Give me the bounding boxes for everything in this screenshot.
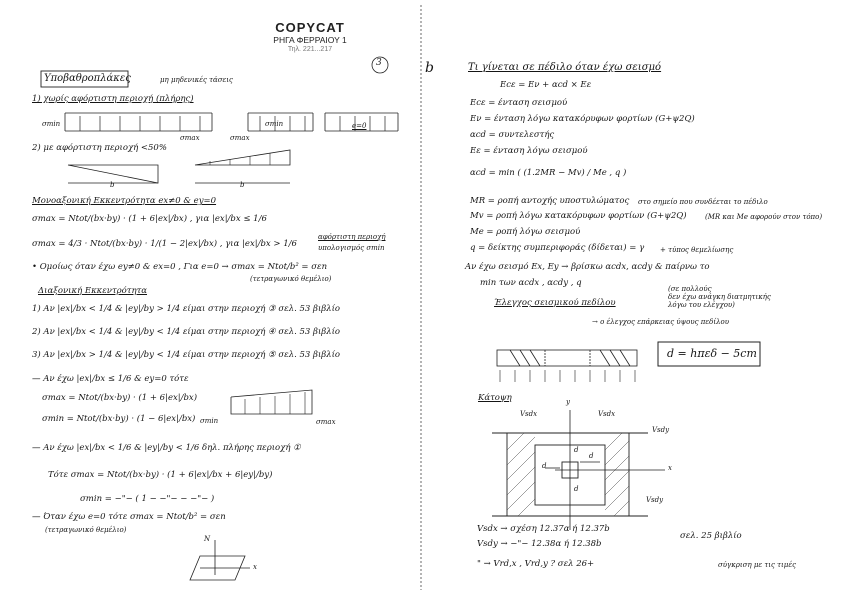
acd-formula: αcd = min ( (1.2MR − Mv) / Me , q ) xyxy=(470,168,627,178)
def2: Εν = ένταση λόγω κατακόρυφων φορτίων (G+ψ2Q) xyxy=(470,114,695,124)
foundation-section-sketch xyxy=(497,350,637,366)
right-title: Τι γίνεται σε πέδιλο όταν έχω σεισμό xyxy=(468,62,662,73)
an-line: Αν έχω σεισμό Ex, Ey → βρίσκω αcdx, αcdy & παίρνω το xyxy=(465,262,710,272)
smin-line: σmin = Ntot/(bx·by) · (1 − 6|ex|/bx) xyxy=(42,414,196,424)
header-phone: Τηλ. 221...217 xyxy=(287,46,333,53)
section-arrows xyxy=(500,370,635,382)
mono-heading: Μονοαξονική Εκκεντρότητα ex≠0 & ey=0 xyxy=(32,196,217,206)
left-title-note: μη μηδενικές τάσεις xyxy=(160,76,233,84)
smax-line: σmax = Ntot/(bx·by) · (1 + 6|ex|/bx) xyxy=(42,393,198,403)
pressure-arrows-full xyxy=(80,116,385,131)
b-label-2: b xyxy=(240,181,245,189)
vsdy-right-label: Vsdy xyxy=(652,426,670,434)
ypologismos-note: υπολογισμός σmin xyxy=(318,244,385,252)
header-subtitle: ΡΗΓΑ ΦΕΡΡΑΙΟΥ 1 xyxy=(273,35,347,45)
vsdy-right-label-2: Vsdy xyxy=(646,496,664,504)
min-line: min των αcdx , αcdy , q xyxy=(480,278,582,288)
pressure-diagram-partial xyxy=(68,150,290,183)
axis-x-label: x xyxy=(253,563,257,571)
vsdx-line: Vsdx → σχέση 12.37α ή 12.37b xyxy=(477,524,610,534)
b-label-1: b xyxy=(110,181,115,189)
an-exo-line: — Αν έχω |ex|/bx ≤ 1/6 & ey=0 τότε xyxy=(32,374,189,384)
plan-d-label-4: d xyxy=(574,485,579,493)
header-brand: COPYCAT xyxy=(275,20,345,35)
q-note: + τύπος θεμελίωσης xyxy=(660,246,734,254)
plan-d-label-1: d xyxy=(542,462,547,470)
smin-label-1: σmin xyxy=(42,120,61,128)
elegxos-note-1: (σε πολλούς xyxy=(668,285,712,293)
left-item1: 1) χωρίς αφόρτιστη περιοχή (πλήρης) xyxy=(32,94,194,104)
smax-label-2: σmax xyxy=(230,134,250,142)
right-side-marker: b xyxy=(425,60,434,76)
elegxos-heading: Έλεγχος σεισμικού πεδίλου xyxy=(494,298,616,308)
def1: Εcε = ένταση σεισμού xyxy=(470,98,568,108)
smax-diag-label: σmax xyxy=(316,418,336,426)
footing-axis-sketch xyxy=(190,540,250,580)
def3: αcd = συντελεστής xyxy=(470,130,555,140)
smax-label-1: σmax xyxy=(180,134,200,142)
case-3: 3) Αν |ex|/bx > 1/4 & |ey|/by < 1/4 είμαι στην περιοχή ⑤ σελ. 53 βιβλίο xyxy=(32,350,341,360)
pressure-diagram-full xyxy=(65,113,398,131)
otan-line: — Όταν έχω e=0 τότε σmax = Ntot/b² = σεn xyxy=(32,512,226,522)
plan-d-label-2: d xyxy=(589,452,594,460)
left-item2: 2) με αφόρτιστη περιοχή <50% xyxy=(32,143,167,153)
smax2-formula: σmax = 4/3 · Ntot/(bx·by) · 1/(1 − 2|ex|/bx) , για |ex|/bx > 1/6 xyxy=(32,239,297,249)
afortisti-note: αφόρτιστη περιοχή xyxy=(318,233,386,241)
plan-axis-x: x xyxy=(668,464,672,472)
vsdx-top-label: Vsdx xyxy=(520,410,538,418)
tetragoniko2-note: (τετραγωνικό θεμέλιο) xyxy=(45,526,127,534)
smin-label-2: σmin xyxy=(265,120,284,128)
plan-hatching xyxy=(507,433,629,516)
axis-N-label: N xyxy=(204,535,211,543)
katopsi-label: Κάτοψη xyxy=(478,393,512,403)
e0-label: e=0 xyxy=(352,122,367,130)
mr-def: MR = ροπή αντοχής υποστυλώματος xyxy=(470,196,630,206)
arrow-note: → ο έλεγχος επάρκειας ύψους πεδίλου xyxy=(592,318,730,326)
diaxoniki-heading: Διαξονική Εκκεντρότητα xyxy=(38,286,148,296)
tote-line: Τότε σmax = Ntot/(bx·by) · (1 + 6|ex|/bx + 6|ey|/by) xyxy=(48,470,273,480)
case-2: 2) Αν |ex|/bx < 1/4 & |ey|/by < 1/4 είμαι στην περιοχή ④ σελ. 53 βιβλίο xyxy=(32,327,341,337)
mv-box-note: (MR και Me αφορούν στον τόπο) xyxy=(705,213,823,221)
omoios-line: • Ομοίως όταν έχω ey≠0 & ex=0 , Για e=0 → σmax = Ntot/b² = σεn xyxy=(32,262,328,272)
elegxos-note-3: λόγω του ελέγχου) xyxy=(668,301,735,309)
last-line: " → Vrd,x , Vrd,y ? σελ 26+ xyxy=(477,559,595,569)
left-page-marker: 3 xyxy=(376,58,382,68)
smin-dash-line: σmin = −"− ( 1 − −"− − −"− ) xyxy=(80,494,215,504)
def4: Εε = ένταση λόγω σεισμού xyxy=(470,146,588,156)
me-def: Me = ροπή λόγω σεισμού xyxy=(470,227,581,237)
smax-formula: σmax = Ntot/(bx·by) · (1 + 6|ex|/bx) , για |ex|/bx ≤ 1/6 xyxy=(32,214,267,224)
vsdy-line: Vsdy → −"− 12.38α ή 12.38b xyxy=(477,539,602,549)
plan-d-label-3: d xyxy=(574,446,579,454)
mv-def: Mv = ροπή λόγω κατακόρυφων φορτίων (G+ψ2Q) xyxy=(470,211,687,221)
plan-axes xyxy=(545,410,665,530)
an-exo2-line: — Αν έχω |ex|/bx < 1/6 & |ey|/by < 1/6 δηλ. πλήρης περιοχή ① xyxy=(32,443,301,453)
case-1: 1) Αν |ex|/bx < 1/4 & |ey|/by > 1/4 είμαι στην περιοχή ③ σελ. 53 βιβλίο xyxy=(32,304,341,314)
sel25-ref: σελ. 25 βιβλίο xyxy=(680,531,742,541)
pressure-diagram-trapezoid xyxy=(231,390,312,414)
eq1: Εcε = Εν + αcd × Εε xyxy=(500,80,592,90)
smin-diag-label: σmin xyxy=(200,417,219,425)
vsdx-top-label-2: Vsdx xyxy=(598,410,616,418)
last-note: σύγκριση με τις τιμές xyxy=(718,561,797,569)
tetragoniko-note: (τετραγωνικό θεμέλιο) xyxy=(250,275,332,283)
q-def: q = δείκτης συμπεριφοράς (δίδεται) = γ xyxy=(470,243,645,253)
left-title: Υποβαθροπλάκες xyxy=(44,73,131,84)
d-formula: d = hπεδ − 5cm xyxy=(667,347,757,360)
elegxos-note-2: δεν έχω ανάγκη διατμητικής xyxy=(668,293,771,301)
plan-axis-y: y xyxy=(566,398,570,406)
mr-note: στο σημείο που συνδέεται το πέδιλο xyxy=(638,198,768,206)
